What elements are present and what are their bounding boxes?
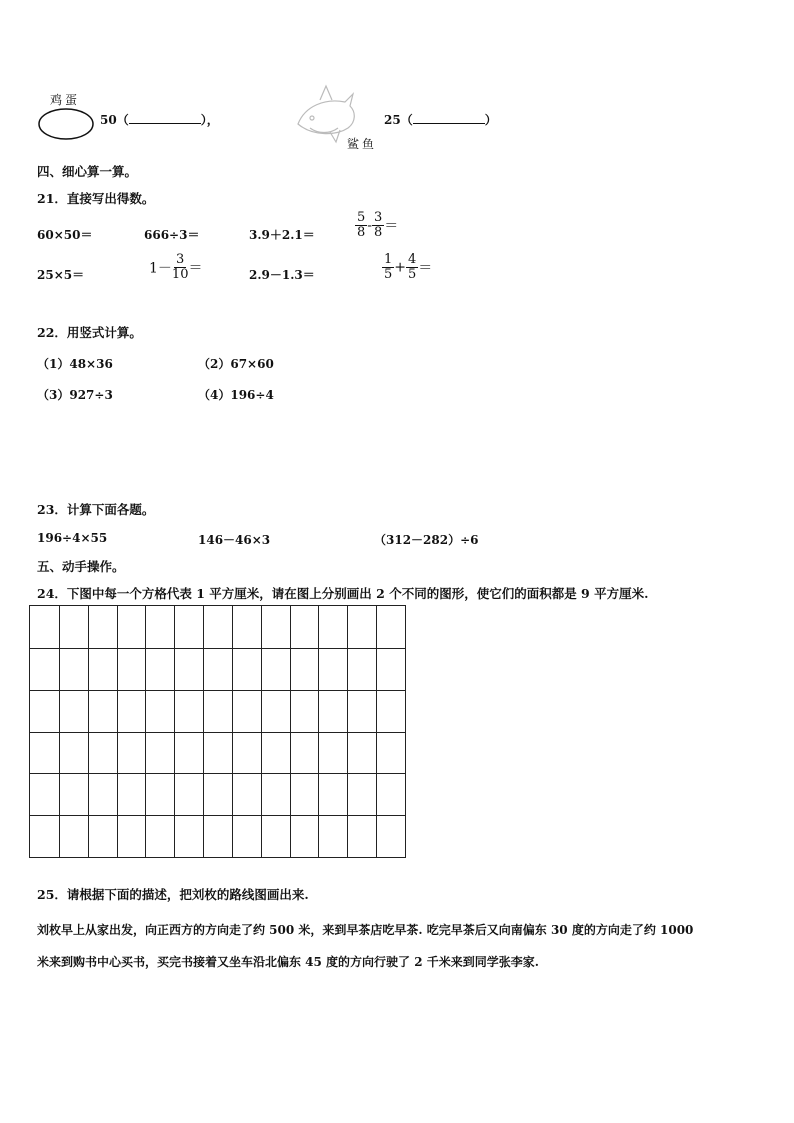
section5-title: 五、动手操作。 — [37, 559, 125, 574]
q22-title: 22．用竖式计算。 — [37, 325, 142, 340]
grid-lines — [30, 606, 405, 857]
egg-label: 鸡蛋 — [50, 93, 81, 107]
q21-r1-a: 60×50＝ — [37, 228, 93, 242]
egg-close: ）， — [200, 113, 219, 127]
shark-label: 鲨鱼 — [347, 137, 378, 151]
section4-title: 四、细心算一算。 — [37, 164, 138, 179]
fraction: $\frac{3}{8}$ — [374, 210, 383, 240]
fraction: $\frac{1}{5}$ — [384, 252, 393, 282]
q23-item-2: 146－46×3 — [198, 533, 271, 547]
shark-blank[interactable] — [413, 112, 485, 124]
q23-item-3: （312－282）÷6 — [374, 533, 479, 547]
q23-item-1: 196÷4×55 — [37, 531, 108, 545]
egg-answer — [100, 111, 219, 128]
fraction: $\frac{3}{10}$ — [171, 252, 189, 282]
q21-title: 21．直接写出得数。 — [37, 191, 155, 206]
egg-icon — [37, 106, 95, 142]
q22-item-4: （4）196÷4 — [198, 388, 274, 402]
egg-blank[interactable] — [129, 112, 201, 124]
q21-r1-d: $\frac{5}{8}$ - $\frac{3}{8}$ ＝ — [357, 210, 399, 240]
shark-value: 25（ — [384, 113, 413, 127]
q21-r2-a: 25×5＝ — [37, 268, 85, 282]
egg-value: 50（ — [100, 113, 129, 127]
fraction: $\frac{5}{8}$ — [357, 210, 366, 240]
shark-close: ） — [484, 113, 497, 127]
fraction: $\frac{4}{5}$ — [408, 252, 417, 282]
q22-item-1: （1）48×36 — [37, 357, 113, 371]
q21-r1-b: 666÷3＝ — [144, 228, 200, 242]
q24-title: 24．下图中每一个方格代表 1 平方厘米，请在图上分别画出 2 个不同的图形，使它们的面积都是 9 平方厘米. — [37, 586, 649, 601]
q21-r2-c: 2.9－1.3＝ — [249, 268, 315, 282]
q23-title: 23．计算下面各题。 — [37, 502, 155, 517]
q22-item-3: （3）927÷3 — [37, 388, 113, 402]
q22-item-2: （2）67×60 — [198, 357, 274, 371]
q21-r1-c: 3.9＋2.1＝ — [249, 228, 315, 242]
q21-r2-d: $\frac{1}{5}$ + $\frac{4}{5}$ ＝ — [384, 252, 433, 282]
q25-title: 25．请根据下面的描述，把刘枚的路线图画出来. — [37, 887, 309, 902]
q25-line-2: 米来到购书中心买书，买完书接着又坐车沿北偏东 45 度的方向行驶了 2 千米来到同学张李家. — [37, 955, 539, 969]
q25-line-1: 刘枚早上从家出发，向正西方的方向走了约 500 米，来到早茶店吃早茶. 吃完早茶后又向南偏东 30 度的方向走了约 1000 — [37, 923, 694, 937]
shark-answer — [384, 111, 497, 128]
q21-r2-b: 1－ $\frac{3}{10}$ ＝ — [149, 252, 203, 282]
square-grid[interactable] — [29, 605, 406, 858]
